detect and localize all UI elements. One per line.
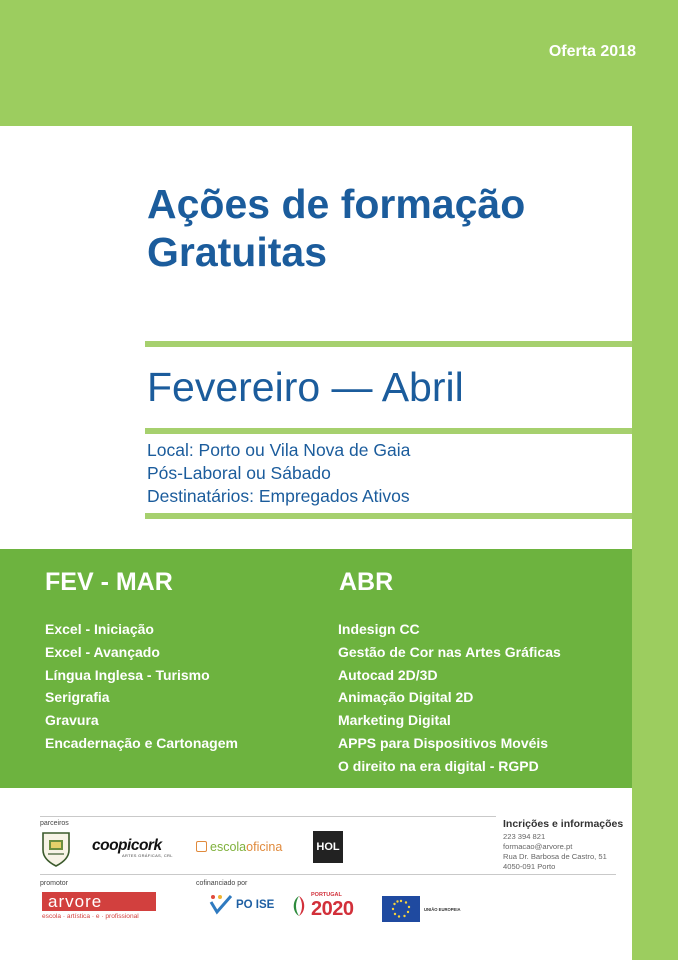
footer-rule-bottom — [40, 874, 616, 875]
course-item: Serigrafia — [45, 689, 110, 706]
headline-line-1: Ações de formação — [147, 181, 526, 227]
column-heading-abr: ABR — [339, 568, 394, 596]
partners-label: parceiros — [40, 820, 69, 827]
portugal2020-logo: PORTUGAL 2020 — [289, 893, 354, 919]
promoter-label: promotor — [40, 880, 69, 887]
coopicork-logo: coopicork ARTES GRÁFICAS, CRL — [92, 837, 173, 858]
contact-email: formacao@arvore.pt — [503, 842, 573, 851]
period-title: Fevereiro — Abril — [147, 364, 464, 410]
divider-middle — [145, 428, 632, 434]
poise-icon — [209, 894, 233, 916]
right-green-strip — [632, 126, 678, 960]
course-item: O direito na era digital - RGPD — [338, 757, 539, 774]
arvore-logo: arvore escola · artística · e · profissional — [42, 892, 156, 920]
hol-logo: HOL — [313, 831, 343, 863]
footer-rule-top — [40, 816, 496, 817]
offer-label: Oferta 2018 — [548, 43, 636, 60]
course-list-abr — [338, 618, 561, 778]
course-item: APPS para Dispositivos Movéis — [338, 734, 549, 751]
course-item: Autocad 2D/3D — [338, 666, 438, 683]
contact-title: Incrições e informações — [503, 818, 624, 830]
escolaoficina-icon — [196, 841, 207, 852]
divider-top — [145, 341, 632, 347]
contact-postcode: 4050-091 Porto — [503, 862, 556, 871]
course-item: Excel - Avançado — [45, 643, 160, 660]
escolaoficina-logo: escolaoficina — [196, 840, 282, 854]
course-item: Encadernação e Cartonagem — [45, 734, 238, 751]
school-crest-logo — [40, 830, 72, 873]
detail-schedule: Pós-Laboral ou Sábado — [147, 463, 331, 483]
course-item: Indesign CC — [338, 621, 420, 637]
detail-location: Local: Porto ou Vila Nova de Gaia — [147, 440, 411, 460]
eu-logo: UNIÃO EUROPEIA — [382, 896, 461, 922]
eu-flag-icon — [382, 896, 420, 922]
details-block — [147, 439, 410, 508]
portugal2020-icon — [289, 894, 309, 918]
course-item: Gestão de Cor nas Artes Gráficas — [338, 643, 561, 660]
headline — [147, 180, 525, 276]
headline-line-2: Gratuitas — [147, 229, 327, 275]
contact-phone: 223 394 821 — [503, 832, 546, 841]
column-heading-fev-mar: FEV - MAR — [45, 568, 173, 596]
course-item: Língua Inglesa - Turismo — [45, 666, 210, 683]
contact-address: Rua Dr. Barbosa de Castro, 51 — [503, 852, 607, 861]
divider-bottom — [145, 513, 632, 519]
top-green-band — [0, 0, 678, 126]
course-list-fev-mar — [45, 618, 238, 755]
course-item: Gravura — [45, 712, 99, 729]
detail-audience: Destinatários: Empregados Ativos — [147, 486, 410, 506]
poise-logo: PO ISE — [209, 894, 274, 916]
course-item: Excel - Iniciação — [45, 621, 154, 637]
cofinanced-label: cofinanciado por — [196, 880, 248, 887]
contact-block — [503, 818, 623, 872]
course-item: Animação Digital 2D — [338, 689, 474, 706]
course-item: Marketing Digital — [338, 712, 451, 729]
